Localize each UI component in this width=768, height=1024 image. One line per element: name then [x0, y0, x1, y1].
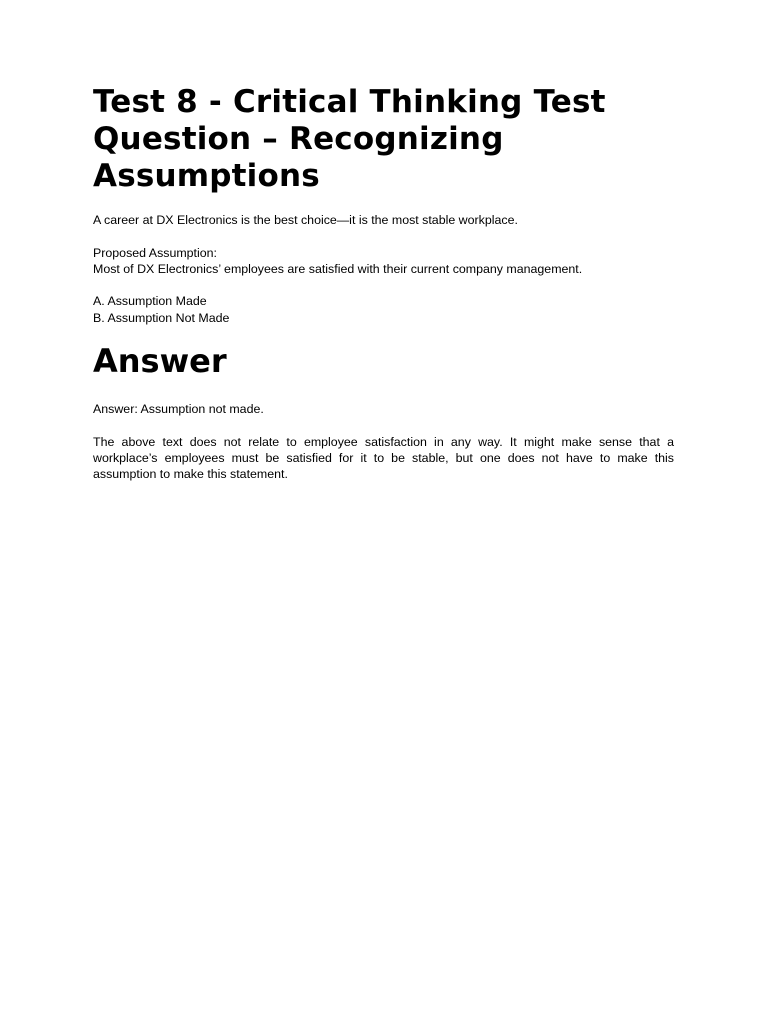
option-a: A. Assumption Made	[93, 294, 207, 309]
proposed-assumption-text: Most of DX Electronics’ employees are satisfied with their current company management.	[93, 261, 583, 276]
answer-line: Answer: Assumption not made.	[93, 402, 264, 417]
spacer	[93, 277, 674, 293]
spacer	[93, 417, 674, 433]
answer-explanation: The above text does not relate to employee satisfaction in any way. It might make sense that a workplace’s employees must be satisfied for it to be stable, but one does not have to make this assumption to make this statement.	[93, 434, 674, 482]
option-b: B. Assumption Not Made	[93, 310, 230, 325]
answer-heading: Answer	[93, 342, 227, 381]
page-title: Test 8 - Critical Thinking Test Question – Recognizing Assumptions	[93, 84, 606, 194]
document-page	[93, 84, 674, 483]
proposed-assumption-label: Proposed Assumption:	[93, 245, 217, 260]
question-statement: A career at DX Electronics is the best choice—it is the most stable workplace.	[93, 213, 518, 227]
spacer	[93, 228, 674, 244]
